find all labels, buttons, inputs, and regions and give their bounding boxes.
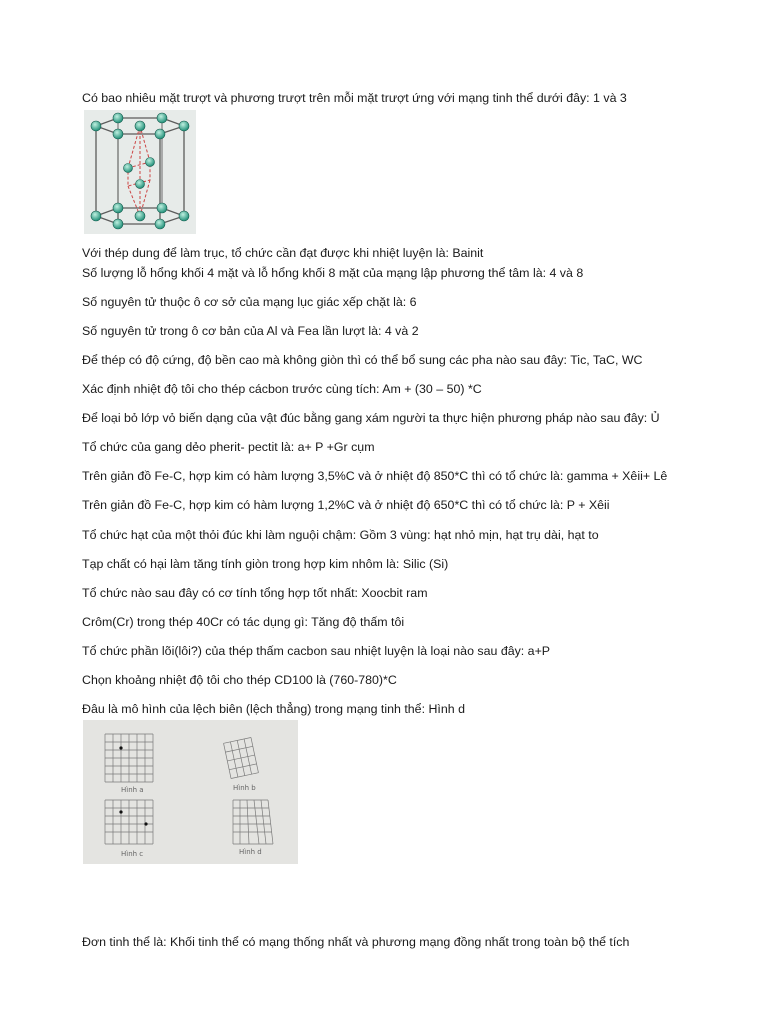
hexagonal-lattice-figure <box>84 110 196 234</box>
question-line-15: Crôm(Cr) trong thép 40Cr có tác dụng gì: Tăng độ thấm tôi <box>82 615 405 629</box>
question-line-12: Tổ chức hạt của một thỏi đúc khi làm nguội chậm: Gồm 3 vùng: hạt nhỏ mịn, hạt trụ dài, hạt to <box>82 528 599 542</box>
dislocation-models-figure <box>83 720 298 864</box>
question-line-6: Để thép có độ cứng, độ bền cao mà không giòn thì có thể bổ sung các pha nào sau đây: Tic, TaC, WC <box>82 353 643 367</box>
question-line-7: Xác định nhiệt độ tôi cho thép cácbon trước cùng tích: Am + (30 – 50) *C <box>82 382 482 396</box>
label-hinh-a: Hình a <box>121 786 144 794</box>
model-c-defect-dot-2 <box>144 822 147 825</box>
label-hinh-c: Hình c <box>121 850 144 858</box>
question-line-8: Để loại bỏ lớp vỏ biến dạng của vật đúc bằng gang xám người ta thực hiện phương pháp nào sau đây: Ủ <box>82 411 660 425</box>
question-line-3: Số lượng lỗ hổng khối 4 mặt và lỗ hổng khối 8 mặt của mạng lập phương thể tâm là: 4 và 8 <box>82 266 584 280</box>
question-line-13: Tạp chất có hại làm tăng tính giòn trong hợp kim nhôm là: Silic (Si) <box>82 557 449 571</box>
label-hinh-b: Hình b <box>233 784 256 792</box>
question-line-17: Chọn khoảng nhiệt độ tôi cho thép CD100 là (760-780)*C <box>82 673 397 687</box>
question-line-18: Đâu là mô hình của lệch biên (lệch thẳng) trong mạng tinh thể: Hình d <box>82 702 465 716</box>
model-a-defect-dot <box>119 746 122 749</box>
label-hinh-d: Hình d <box>239 848 262 856</box>
question-line-2: Với thép dung để làm trục, tổ chức cần đạt được khi nhiệt luyện là: Bainit <box>82 246 484 260</box>
question-line-1: Có bao nhiêu mặt trượt và phương trượt trên mỗi mặt trượt ứng với mạng tinh thể dưới đây: 1 và 3 <box>82 91 627 105</box>
question-line-19: Đơn tinh thể là: Khối tinh thể có mạng thống nhất và phương mạng đồng nhất trong toàn bộ thể tích <box>82 935 630 949</box>
question-line-9: Tổ chức của gang dẻo pherit- pectit là: a+ P +Gr cụm <box>82 440 375 454</box>
question-line-10: Trên giản đồ Fe-C, hợp kim có hàm lượng 3,5%C và ở nhiệt độ 850*C thì có tổ chức là: gamma + Xêii+ Lê <box>82 469 668 483</box>
question-line-14: Tổ chức nào sau đây có cơ tính tổng hợp tốt nhất: Xoocbit ram <box>82 586 428 600</box>
model-c-defect-dot-1 <box>119 810 122 813</box>
question-line-4: Số nguyên tử thuộc ô cơ sở của mạng lục giác xếp chặt là: 6 <box>82 295 417 309</box>
question-line-16: Tổ chức phần lõi(lôi?) của thép thấm cacbon sau nhiệt luyện là loại nào sau đây: a+P <box>82 644 551 658</box>
question-line-5: Số nguyên tử trong ô cơ bản của Al và Fea lần lượt là: 4 và 2 <box>82 324 419 338</box>
question-line-11: Trên giản đồ Fe-C, hợp kim có hàm lượng 1,2%C và ở nhiệt độ 650*C thì có tổ chức là: P + Xêii <box>82 498 610 512</box>
